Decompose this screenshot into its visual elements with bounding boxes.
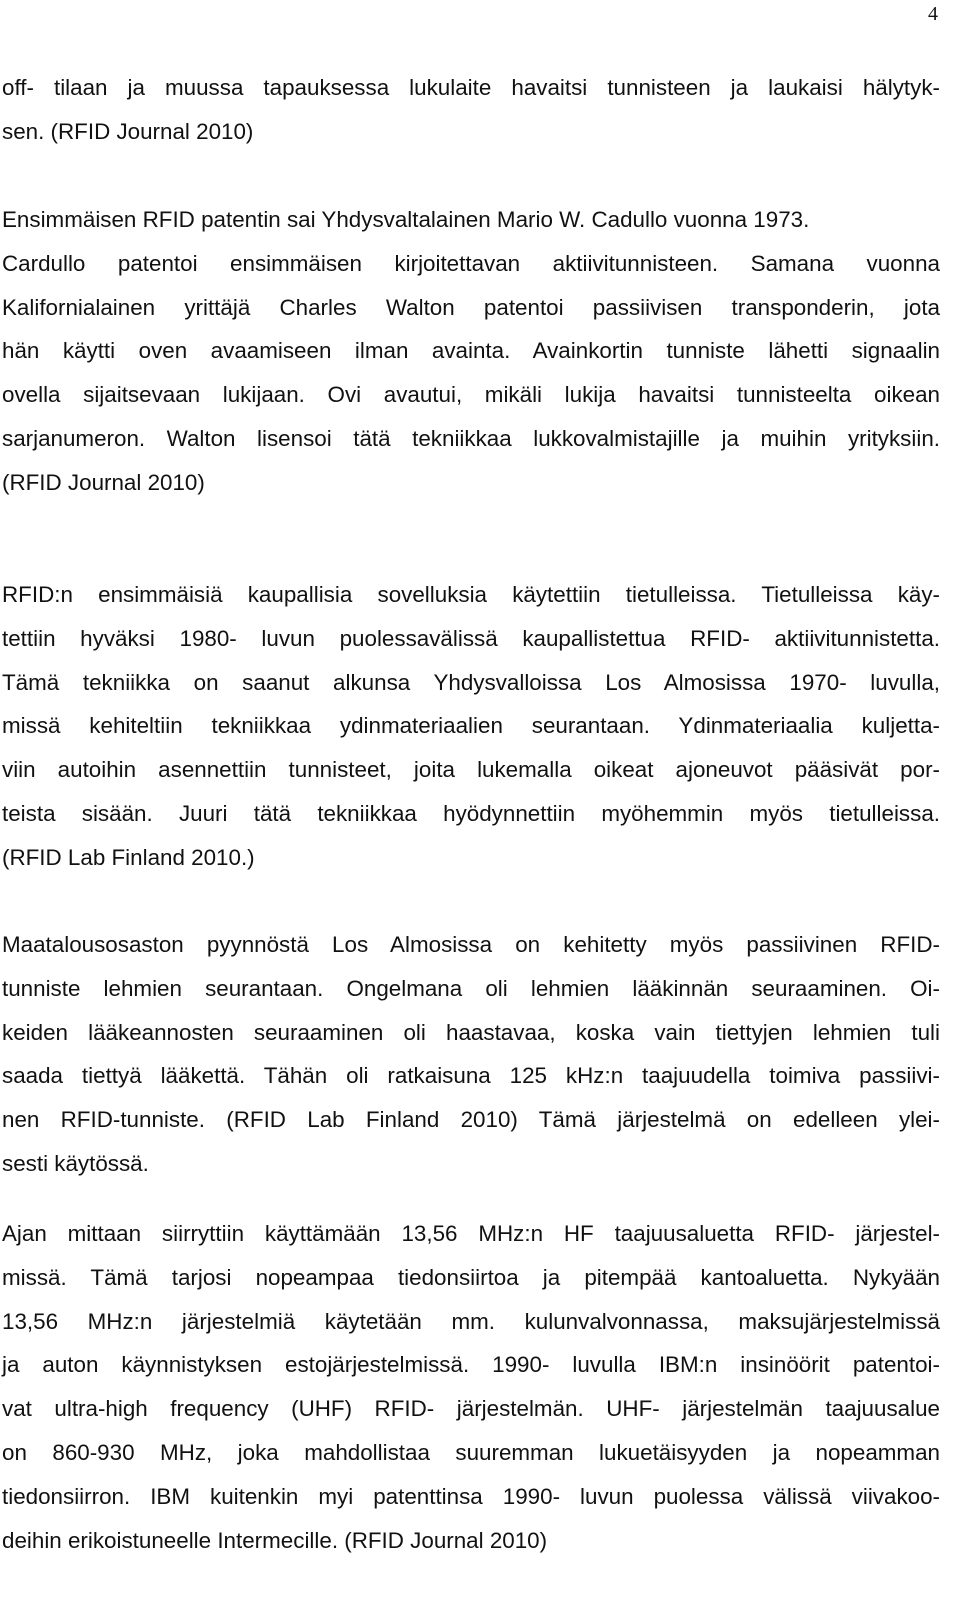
paragraph-2 xyxy=(2,198,940,505)
text-line: (RFID Lab Finland 2010.) xyxy=(2,844,255,870)
text-line: 13,56 MHz:n järjestelmiä käytetään mm. kulunvalvonnassa, maksujärjestelmissä xyxy=(2,1308,940,1334)
text-line: Ajan mittaan siirryttiin käyttämään 13,56 MHz:n HF taajuusaluetta RFID- järjestel- xyxy=(2,1221,940,1246)
text-line: sen. (RFID Journal 2010) xyxy=(2,118,254,144)
text-line: Kalifornialainen yrittäjä Charles Walton patentoi passiivisen transponderin, jota xyxy=(2,294,940,320)
paragraph-4 xyxy=(2,923,940,1186)
text-line: (RFID Journal 2010) xyxy=(2,469,205,495)
text-line: missä. Tämä tarjosi nopeampaa tiedonsiirtoa ja pitempää kantoaluetta. Nykyään xyxy=(2,1264,940,1290)
text-line: hän käytti oven avaamiseen ilman avainta. Avainkortin tunniste lähetti signaalin xyxy=(2,338,940,364)
text-line: Maatalousosaston pyynnöstä Los Almosissa on kehitetty myös passiivinen RFID- xyxy=(2,932,940,957)
text-line: tunniste lehmien seurantaan. Ongelmana oli lehmien lääkinnän seuraaminen. Oi- xyxy=(2,975,940,1001)
text-line: vat ultra-high frequency (UHF) RFID- järjestelmän. UHF- järjestelmän taajuusalue xyxy=(2,1396,940,1422)
text-line: Cardullo patentoi ensimmäisen kirjoitettavan aktiivitunnisteen. Samana vuonna xyxy=(2,250,940,276)
text-line: ja auton käynnistyksen estojärjestelmissä. 1990- luvulla IBM:n insinöörit patentoi- xyxy=(2,1352,940,1378)
text-line: missä kehiteltiin tekniikkaa ydinmateriaalien seurantaan. Ydinmateriaalia kuljetta- xyxy=(2,713,940,739)
text-line: viin autoihin asennettiin tunnisteet, joita lukemalla oikeat ajoneuvot pääsivät por- xyxy=(2,757,940,783)
paragraph-5 xyxy=(2,1212,940,1562)
text-line: RFID:n ensimmäisiä kaupallisia sovelluksia käytettiin tietulleissa. Tietulleissa käy- xyxy=(2,582,940,607)
text-line: sarjanumeron. Walton lisensoi tätä tekniikkaa lukkovalmistajille ja muihin yrityksiin. xyxy=(2,425,940,451)
text-line: deihin erikoistuneelle Intermecille. (RFID Journal 2010) xyxy=(2,1527,548,1553)
text-line: tettiin hyväksi 1980- luvun puolessavälissä kaupallistettua RFID- aktiivitunnistetta. xyxy=(2,625,940,651)
text-line: keiden lääkeannosten seuraaminen oli haastavaa, koska vain tiettyjen lehmien tuli xyxy=(2,1019,940,1045)
text-line: on 860-930 MHz, joka mahdollistaa suuremman lukuetäisyyden ja nopeamman xyxy=(2,1439,940,1465)
text-line: sesti käytössä. xyxy=(2,1150,149,1176)
text-line: off- tilaan ja muussa tapauksessa lukulaite havaitsi tunnisteen ja laukaisi hälytyk- xyxy=(2,75,940,100)
text-line: ovella sijaitsevaan lukijaan. Ovi avautui, mikäli lukija havaitsi tunnisteelta oikean xyxy=(2,382,940,408)
text-line: saada tiettyä lääkettä. Tähän oli ratkaisuna 125 kHz:n taajuudella toimiva passiivi- xyxy=(2,1063,940,1089)
paragraph-3 xyxy=(2,573,940,880)
paragraph-1 xyxy=(2,66,940,154)
text-line: Tämä tekniikka on saanut alkunsa Yhdysvalloissa Los Almosissa 1970- luvulla, xyxy=(2,669,940,695)
text-line: tiedonsiirron. IBM kuitenkin myi patenttinsa 1990- luvun puolessa välissä viivakoo- xyxy=(2,1483,940,1509)
text-line: nen RFID-tunniste. (RFID Lab Finland 2010) Tämä järjestelmä on edelleen ylei- xyxy=(2,1107,940,1133)
text-line: Ensimmäisen RFID patentin sai Yhdysvaltalainen Mario W. Cadullo vuonna 1973. xyxy=(2,207,810,232)
page-number: 4 xyxy=(928,3,938,25)
text-line: teista sisään. Juuri tätä tekniikkaa hyödynnettiin myöhemmin myös tietulleissa. xyxy=(2,800,940,826)
